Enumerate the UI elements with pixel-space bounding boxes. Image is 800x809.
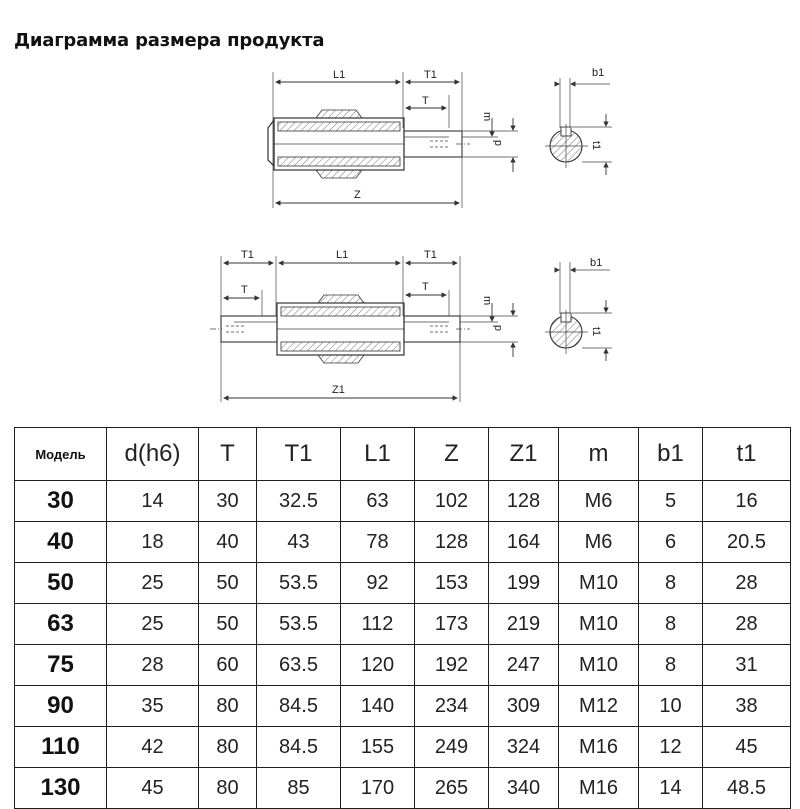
bottom-m-label: m [481, 296, 493, 306]
header-m: m [559, 428, 639, 481]
table-cell: M6 [559, 522, 639, 563]
header-z: Z [415, 428, 489, 481]
table-cell: 249 [415, 727, 489, 768]
table-cell: 85 [257, 768, 341, 809]
table-cell: 340 [489, 768, 559, 809]
table-cell: 30 [199, 481, 257, 522]
header-t1-key: t1 [703, 428, 791, 481]
table-cell: 199 [489, 563, 559, 604]
table-cell: 28 [703, 563, 791, 604]
model-cell: 90 [15, 686, 107, 727]
table-cell: 28 [703, 604, 791, 645]
table-header-row [15, 428, 791, 481]
table-cell: 5 [639, 481, 703, 522]
table-cell: 25 [107, 563, 199, 604]
model-cell: 30 [15, 481, 107, 522]
table-cell: 48.5 [703, 768, 791, 809]
header-z1: Z1 [489, 428, 559, 481]
table-cell: 8 [639, 563, 703, 604]
table-row [15, 604, 791, 645]
table-cell: 128 [489, 481, 559, 522]
bottom-t1-section-label: t1 [590, 327, 602, 337]
table-cell: 8 [639, 604, 703, 645]
model-cell: 50 [15, 563, 107, 604]
table-cell: 43 [257, 522, 341, 563]
table-row [15, 727, 791, 768]
table-cell: M10 [559, 604, 639, 645]
header-model: Модель [15, 428, 107, 481]
top-d-label: d [492, 139, 504, 146]
table-cell: 18 [107, 522, 199, 563]
table-cell: 140 [341, 686, 415, 727]
table-cell: 84.5 [257, 727, 341, 768]
bottom-t1-right-label: T1 [424, 249, 437, 261]
table-cell: 50 [199, 604, 257, 645]
table-cell: 63 [341, 481, 415, 522]
table-cell: 164 [489, 522, 559, 563]
model-cell: 40 [15, 522, 107, 563]
table-cell: 80 [199, 768, 257, 809]
table-row [15, 481, 791, 522]
table-cell: 234 [415, 686, 489, 727]
top-m-label: m [481, 112, 493, 122]
table-cell: 102 [415, 481, 489, 522]
table-cell: 63.5 [257, 645, 341, 686]
table-cell: 40 [199, 522, 257, 563]
bottom-d-label: d [492, 324, 504, 331]
table-cell: 25 [107, 604, 199, 645]
table-cell: M16 [559, 768, 639, 809]
table-cell: 8 [639, 645, 703, 686]
table-cell: 45 [703, 727, 791, 768]
table-cell: M10 [559, 563, 639, 604]
table-cell: 16 [703, 481, 791, 522]
table-cell: 170 [341, 768, 415, 809]
model-cell: 63 [15, 604, 107, 645]
table-cell: 173 [415, 604, 489, 645]
table-cell: 14 [639, 768, 703, 809]
table-cell: 192 [415, 645, 489, 686]
table-cell: 120 [341, 645, 415, 686]
top-b1-label: b1 [592, 67, 605, 79]
model-cell: 130 [15, 768, 107, 809]
header-l1: L1 [341, 428, 415, 481]
bottom-z1-label: Z1 [332, 384, 345, 396]
top-t-label: T [422, 95, 429, 107]
top-t1-label: T1 [424, 69, 437, 81]
top-shaft-view [268, 67, 612, 208]
header-t1: T1 [257, 428, 341, 481]
table-cell: 80 [199, 686, 257, 727]
table-cell: 84.5 [257, 686, 341, 727]
table-cell: 112 [341, 604, 415, 645]
table-cell: M6 [559, 481, 639, 522]
table-cell: 38 [703, 686, 791, 727]
header-b1: b1 [639, 428, 703, 481]
table-cell: 50 [199, 563, 257, 604]
bottom-l1-label: L1 [336, 249, 349, 261]
table-cell: 42 [107, 727, 199, 768]
table-cell: 265 [415, 768, 489, 809]
bottom-b1-label: b1 [590, 257, 603, 269]
table-cell: 10 [639, 686, 703, 727]
top-z-label: Z [354, 189, 361, 201]
table-row [15, 686, 791, 727]
table-cell: 60 [199, 645, 257, 686]
table-cell: 53.5 [257, 604, 341, 645]
table-cell: 219 [489, 604, 559, 645]
table-cell: 35 [107, 686, 199, 727]
table-cell: 6 [639, 522, 703, 563]
table-cell: 324 [489, 727, 559, 768]
bottom-t-left-label: T [241, 284, 248, 296]
table-cell: M12 [559, 686, 639, 727]
table-cell: 53.5 [257, 563, 341, 604]
bottom-t-right-label: T [422, 281, 429, 293]
model-cell: 75 [15, 645, 107, 686]
table-cell: 31 [703, 645, 791, 686]
page-title: Диаграмма размера продукта [14, 30, 325, 51]
table-cell: 78 [341, 522, 415, 563]
table-cell: 12 [639, 727, 703, 768]
header-d: d(h6) [107, 428, 199, 481]
table-cell: 20.5 [703, 522, 791, 563]
table-row [15, 768, 791, 809]
model-cell: 110 [15, 727, 107, 768]
table-row [15, 563, 791, 604]
top-l1-label: L1 [333, 69, 346, 81]
table-cell: 247 [489, 645, 559, 686]
table-cell: 92 [341, 563, 415, 604]
table-cell: M10 [559, 645, 639, 686]
table-cell: 28 [107, 645, 199, 686]
dimension-table [14, 427, 791, 809]
table-cell: 153 [415, 563, 489, 604]
table-cell: 128 [415, 522, 489, 563]
table-cell: 309 [489, 686, 559, 727]
table-cell: M16 [559, 727, 639, 768]
table-row [15, 645, 791, 686]
table-cell: 80 [199, 727, 257, 768]
table-cell: 155 [341, 727, 415, 768]
bottom-shaft-view [210, 249, 612, 402]
table-row [15, 522, 791, 563]
top-t1-section-label: t1 [590, 141, 602, 151]
table-cell: 14 [107, 481, 199, 522]
table-cell: 32.5 [257, 481, 341, 522]
header-t: T [199, 428, 257, 481]
table-cell: 45 [107, 768, 199, 809]
bottom-t1-left-label: T1 [241, 249, 254, 261]
